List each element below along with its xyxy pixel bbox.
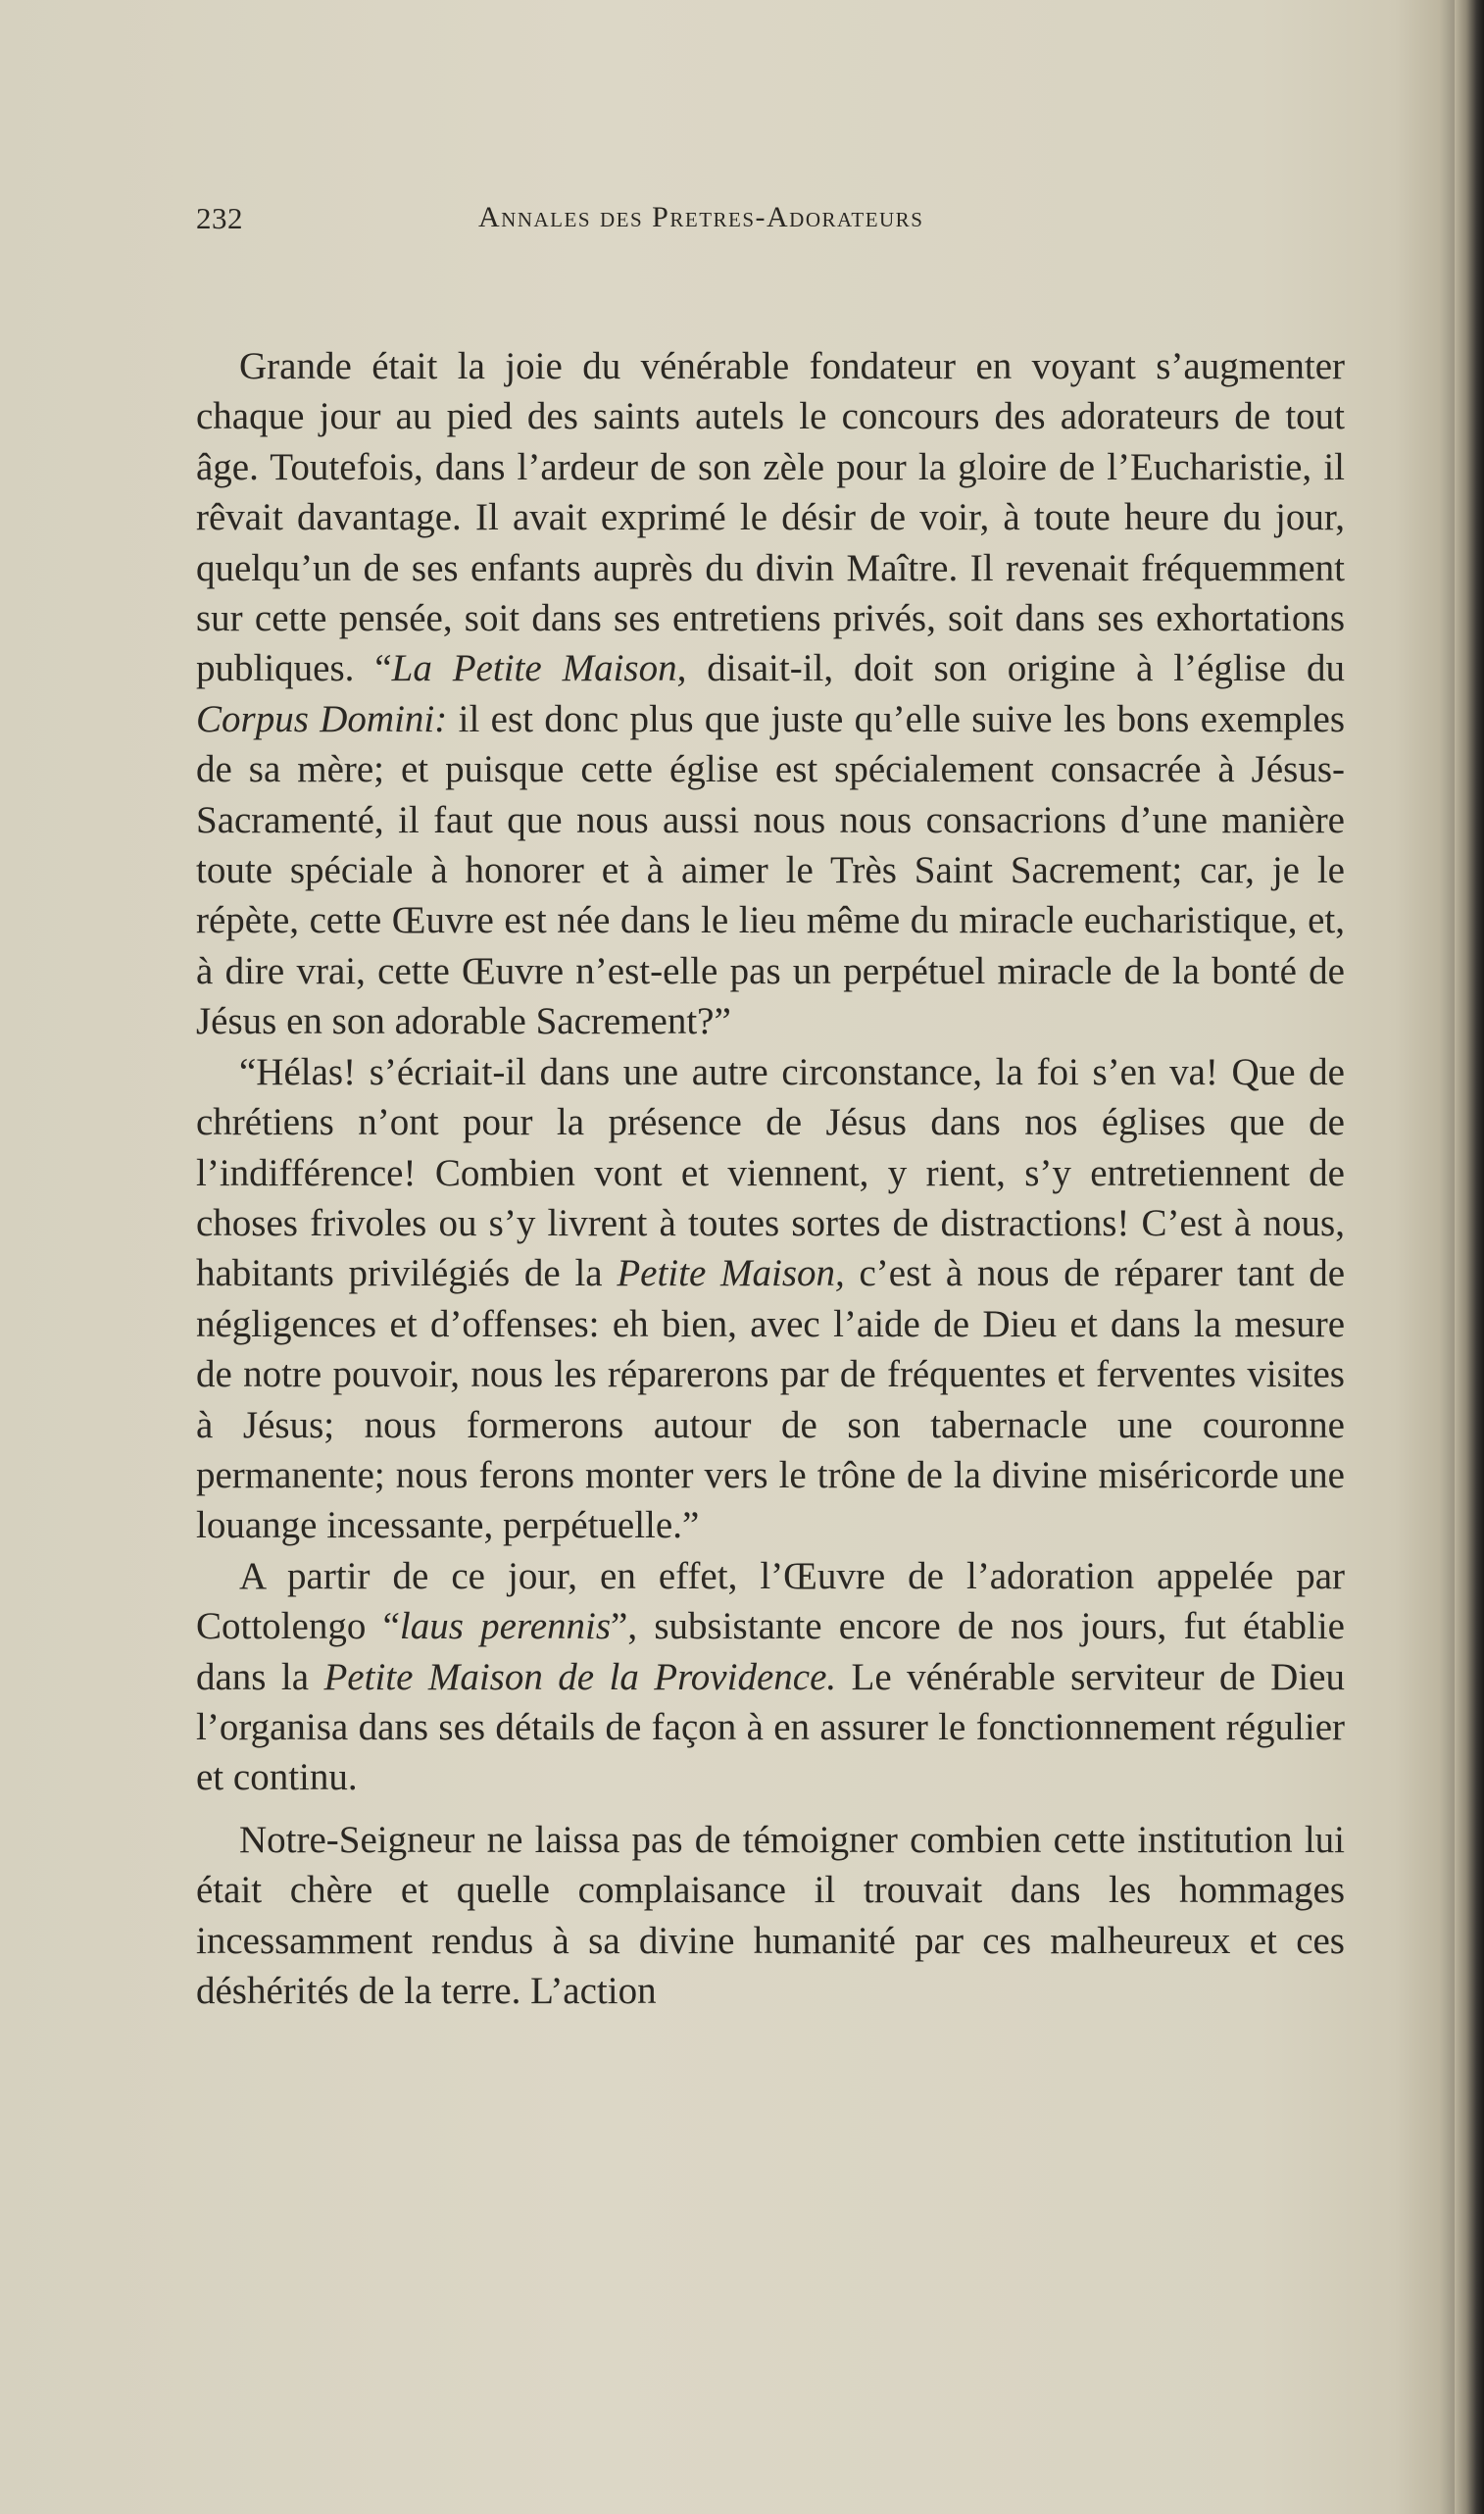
text-run: ”, subsistante encore de nos jours, fut établie dans la: [196, 1605, 1345, 1698]
paragraph-3: [196, 1551, 1345, 1803]
text-run: Grande était la joie du vénérable fondateur en voyant s’augmenter chaque jour au pied des saints autels le concours des adorateurs de tout âge. Toutefois, dans l’ardeur de son zèle pour la gloire de l’Eucharistie, il rêvait davantage. Il avait exprimé le désir de voir, à toute heure du jour, quelqu’un de ses enfants auprès du divin Maître. Il revenait fréquemment sur cette pensée, soit dans ses entretiens privés, soit dans ses exhortations publiques. “: [196, 345, 1345, 690]
paragraph-1: [196, 341, 1345, 1047]
italic-run: laus perennis: [399, 1605, 612, 1648]
body-text: [196, 341, 1345, 2016]
book-spine-shadow: [1455, 0, 1484, 2514]
text-run: il est donc plus que juste qu’elle suive les bons exemples de sa mère; et puisque cette église est spécialement consacrée à Jésus-Sacramenté, il faut que nous aussi nous nous consacrions d’une manière toute spéciale à honorer et à aimer le Très Saint Sacrement; car, je le répète, cette Œuvre est née dans le lieu même du miracle eucharistique, et, à dire vrai, cette Œuvre n’est-elle pas un perpétuel miracle de la bonté de Jésus en son adorable Sacrement?”: [196, 697, 1345, 1043]
italic-run: La Petite Maison,: [391, 647, 687, 690]
text-run: “Hélas! s’écriait-il dans une autre circonstance, la foi s’en va! Que de chrétiens n’ont pour la présence de Jésus dans nos églises que de l’indifférence! Combien vont et viennent, y rient, s’y entretiennent de choses frivoles ou s’y livrent à toutes sortes de distractions! C’est à nous, habitants privilégiés de la: [196, 1050, 1345, 1295]
text-run: c’est à nous de réparer tant de négligences et d’offenses: eh bien, avec l’aide de Dieu et dans la mesure de notre pouvoir, nous les réparerons par de fréquentes et ferventes visites à Jésus; nous formerons autour de son tabernacle une couronne permanente; nous ferons monter vers le trône de la divine miséricorde une louange incessante, perpétuelle.”: [196, 1252, 1345, 1547]
text-run: Notre-Seigneur ne laissa pas de témoigner combien cette institution lui était chère et quelle complaisance il trouvait dans les hommages incessamment rendus à sa divine humanité par ces malheureux et ces déshérités de la terre. L’action: [196, 1818, 1345, 2012]
running-title: Annales des Pretres-Adorateurs: [478, 201, 924, 233]
text-run: disait-il, doit son origine à l’église du: [686, 647, 1345, 690]
text-run: A partir de ce jour, en effet, l’Œuvre de l’adoration appelée par Cottolengo “: [196, 1554, 1345, 1648]
text-run: Le vénérable serviteur de Dieu l’organisa dans ses détails de façon à en assurer le fonctionnement régulier et continu.: [196, 1655, 1345, 1799]
italic-run: Corpus Domini:: [196, 697, 448, 740]
paragraph-4: [196, 1815, 1345, 2017]
paragraph-2: [196, 1047, 1345, 1551]
italic-run: Petite Maison de la Providence.: [323, 1655, 837, 1698]
italic-run: Petite Maison,: [617, 1252, 845, 1295]
page-number: 232: [196, 201, 243, 235]
page-header: [196, 201, 1345, 250]
